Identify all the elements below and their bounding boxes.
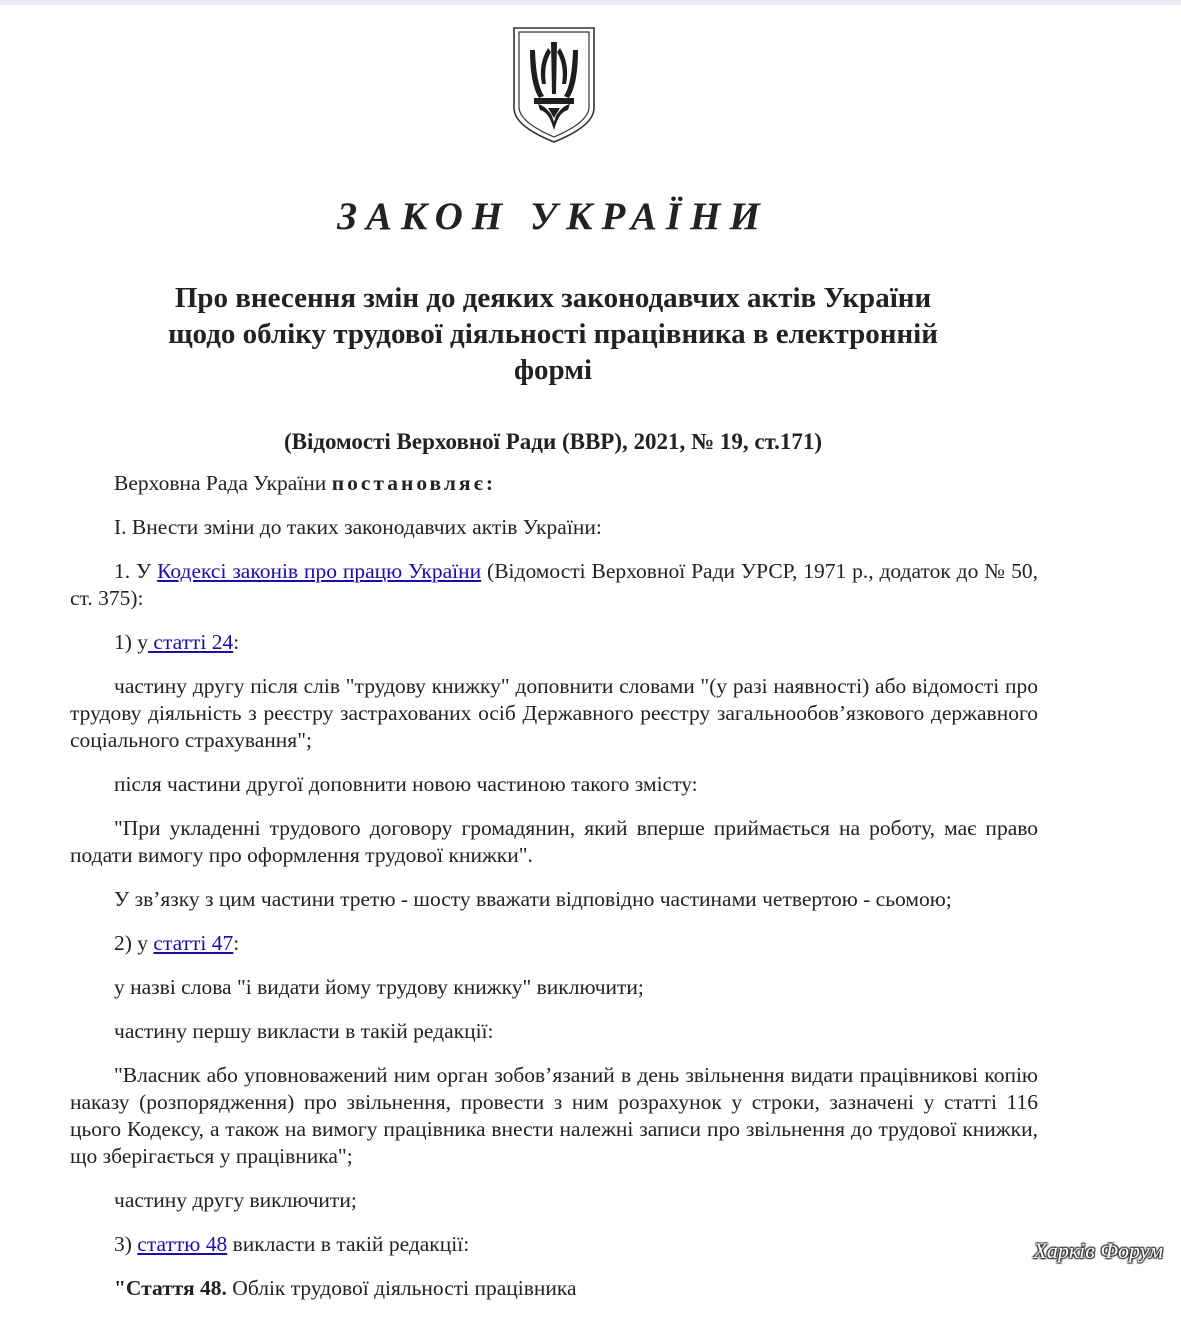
paragraph-subitem-1 bbox=[70, 629, 1038, 656]
paragraph-amendment-1: частину другу після слів "трудову книжку" доповнити словами "(у разі наявності) або відомості про трудову діяльність з реєстру застрахованих осіб Державного реєстру загальнообов’язкового державного соціального страхування"; bbox=[70, 674, 1038, 752]
paragraph-amendment-4: частину першу викласти в такій редакції: bbox=[114, 1019, 494, 1043]
paragraph-quote-2: "Власник або уповноважений ним орган зобов’язаний в день звільнення видати працівникові копію наказу (розпорядження) про звільнення, провести з ним розрахунок у строки, зазначені у статті 116 цього Кодексу, а також на вимогу працівника внести належні записи про звільнення до трудової книжки, що зберігається у працівника"; bbox=[70, 1063, 1038, 1168]
preamble-text: Верховна Рада України bbox=[114, 471, 332, 495]
subject-line-2: щодо обліку трудової діяльності працівника в електронній bbox=[168, 318, 938, 350]
article-47-link[interactable]: статті 47 bbox=[153, 931, 234, 955]
law-subject bbox=[70, 280, 1036, 388]
article-48-link[interactable]: статтю 48 bbox=[137, 1232, 228, 1256]
law-title: ЗАКОН УКРАЇНИ bbox=[337, 195, 769, 238]
tryzub-coat-of-arms-icon bbox=[508, 24, 600, 144]
subitem-2-prefix: 2) у bbox=[114, 931, 154, 955]
paragraph-amendment-5: частину другу виключити; bbox=[114, 1188, 357, 1212]
paragraph-subitem-2 bbox=[70, 930, 1038, 957]
paragraph-quote-1: "При укладенні трудового договору громадянин, який вперше приймається на роботу, має право подати вимогу про оформлення трудової книжки". bbox=[70, 816, 1038, 867]
article-48-heading: "Стаття 48. bbox=[114, 1276, 227, 1300]
top-bar bbox=[0, 0, 1181, 5]
subitem-1-prefix: 1) у bbox=[114, 630, 149, 654]
item-1-prefix: 1. У bbox=[114, 559, 158, 583]
paragraph-preamble bbox=[70, 470, 1038, 497]
labor-code-link[interactable]: Кодексі законів про працю України bbox=[157, 559, 482, 583]
article-24-link[interactable]: статті 24 bbox=[148, 630, 234, 654]
subject-line-1: Про внесення змін до деяких законодавчих актів України bbox=[174, 282, 932, 314]
subject-line-3: формі bbox=[513, 354, 593, 386]
item-1-suffix: (Відомості Верховної Ради УРСР, 1971 р., додаток до № 50, ст. 375): bbox=[70, 559, 1038, 610]
paragraph-amendment-2: після частини другої доповнити новою частиною такого змісту: bbox=[114, 772, 698, 796]
paragraph-article-48 bbox=[70, 1275, 1038, 1302]
paragraph-section-1: І. Внести зміни до таких законодавчих актів України: bbox=[114, 515, 602, 539]
article-48-title: Облік трудової діяльності працівника bbox=[226, 1276, 577, 1300]
paragraph-renumbering: У зв’язку з цим частини третю - шосту вважати відповідно частинами четвертою - сьомою; bbox=[114, 887, 952, 911]
watermark: Харків Форум bbox=[1033, 1238, 1163, 1263]
subitem-2-suffix: : bbox=[233, 931, 240, 955]
paragraph-subitem-3 bbox=[70, 1231, 1038, 1258]
subitem-3-suffix: викласти в такій редакції: bbox=[227, 1232, 470, 1256]
law-body bbox=[70, 470, 1038, 1319]
paragraph-amendment-3: у назві слова "і видати йому трудову книжку" виключити; bbox=[114, 975, 644, 999]
gazette-reference: (Відомості Верховної Ради (ВВР), 2021, № 19, ст.171) bbox=[283, 429, 823, 454]
subitem-1-suffix: : bbox=[233, 630, 240, 654]
preamble-emphasis: постановляє: bbox=[331, 471, 497, 495]
paragraph-item-1 bbox=[70, 558, 1038, 612]
subitem-3-prefix: 3) bbox=[114, 1232, 138, 1256]
